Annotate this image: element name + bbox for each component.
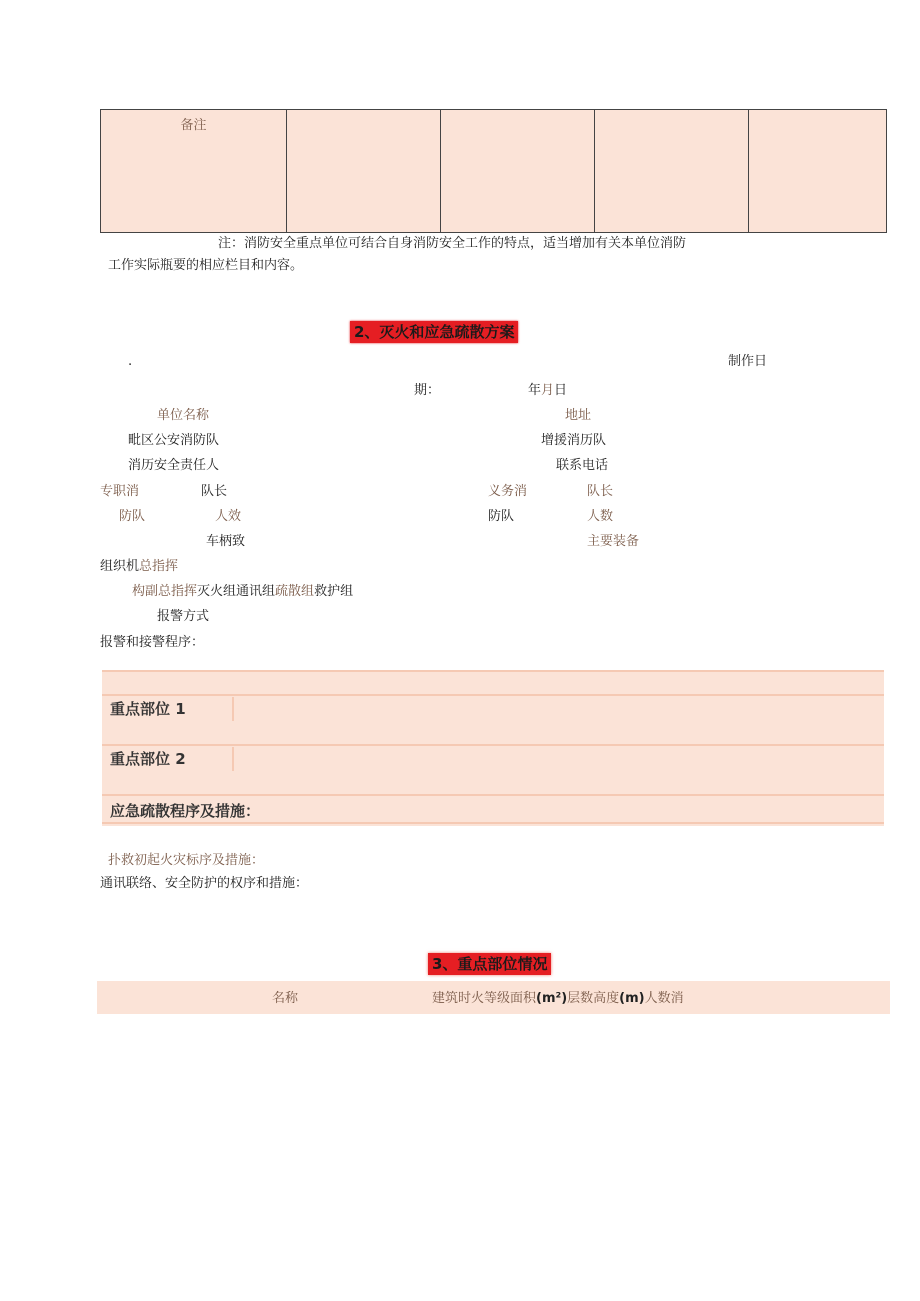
people2-label: 人数 (587, 509, 614, 524)
district-police-label: 毗区公安消防队 (128, 433, 220, 448)
org-line2-c: 灭火组通讯组 (197, 584, 276, 599)
remarks-table (100, 109, 887, 233)
safety-person-label: 消历安全责任人 (128, 458, 220, 473)
comms-procedure: 通讯联络、安全防护的权序和措施： (100, 876, 309, 891)
captain1-label: 队长 (201, 484, 228, 499)
evac-procedure-label: 应急疏散程序及措施： (110, 802, 261, 820)
col-rest-a: 建筑时火等级面积 (432, 991, 537, 1006)
volunteer-fire-label: 义务消 (488, 484, 528, 499)
date-year: 年 (528, 383, 542, 398)
note-line-2: 工作实际瓶要的相应栏目和内容。 (108, 258, 304, 273)
vehicles-label: 车柄致 (206, 534, 246, 549)
org-line-2 (132, 584, 353, 600)
contact-phone-label: 联系电话 (556, 458, 609, 473)
org-line2-b: 副总指挥 (145, 584, 198, 599)
org-prefix: 组织机 (100, 559, 140, 574)
key-parts-row-top (102, 672, 884, 696)
remarks-label: 备注 (101, 110, 287, 233)
date-period: 期： (414, 383, 441, 398)
date-ymd (528, 383, 567, 399)
alarm-procedure-label: 报警和接警程序： (100, 635, 205, 650)
col-name-header: 名称 (272, 991, 299, 1006)
date-day: 日 (554, 383, 568, 398)
key-part-1-label: 重点部位 1 (102, 697, 234, 721)
remarks-cell (595, 110, 749, 233)
note-line-1: 注：消防安全重点单位可结合自身消防安全工作的特点，适当增加有关本单位消防 (218, 236, 687, 251)
org-line2-e: 救护组 (314, 584, 354, 599)
captain2-label: 队长 (587, 484, 614, 499)
fire-team1-label: 防队 (119, 509, 146, 524)
section2-title: 2、灭火和应急疏散方案 (350, 321, 518, 343)
dot-mark: . (128, 354, 133, 369)
people1-label: 人效 (215, 509, 242, 524)
fire-fight-procedure: 扑救初起火灾标序及措施： (108, 853, 265, 868)
key-parts-row-gap2 (102, 772, 884, 796)
alarm-method-label: 报警方式 (157, 609, 210, 624)
section3-title: 3、重点部位情况 (428, 953, 551, 975)
unit-name-label: 单位名称 (157, 408, 210, 423)
remarks-cell (749, 110, 887, 233)
made-date-label: 制作日 (728, 354, 768, 369)
col-rest-c: 人数消 (644, 991, 684, 1006)
key-part-2-label: 重点部位 2 (102, 747, 234, 771)
fulltime-fire-label: 专职消 (100, 484, 140, 499)
date-month: 月 (541, 383, 555, 398)
col-rest-b: 层数高度 (567, 991, 620, 1006)
remarks-cell (441, 110, 595, 233)
org-commander: 总指挥 (139, 559, 179, 574)
key-parts-row-gap1 (102, 722, 884, 746)
main-equipment-label: 主要装备 (587, 534, 640, 549)
address-label: 地址 (565, 408, 592, 423)
col-rest-m2: (m²) (536, 991, 568, 1006)
org-line-1 (100, 559, 178, 575)
remarks-cell (287, 110, 441, 233)
fire-team2-label: 防队 (488, 509, 515, 524)
org-line2-a: 构 (132, 584, 146, 599)
col-rest-header (432, 991, 684, 1007)
support-fire-label: 增援消历队 (541, 433, 607, 448)
col-rest-m: (m) (619, 991, 645, 1006)
org-line2-d: 疏散组 (275, 584, 315, 599)
